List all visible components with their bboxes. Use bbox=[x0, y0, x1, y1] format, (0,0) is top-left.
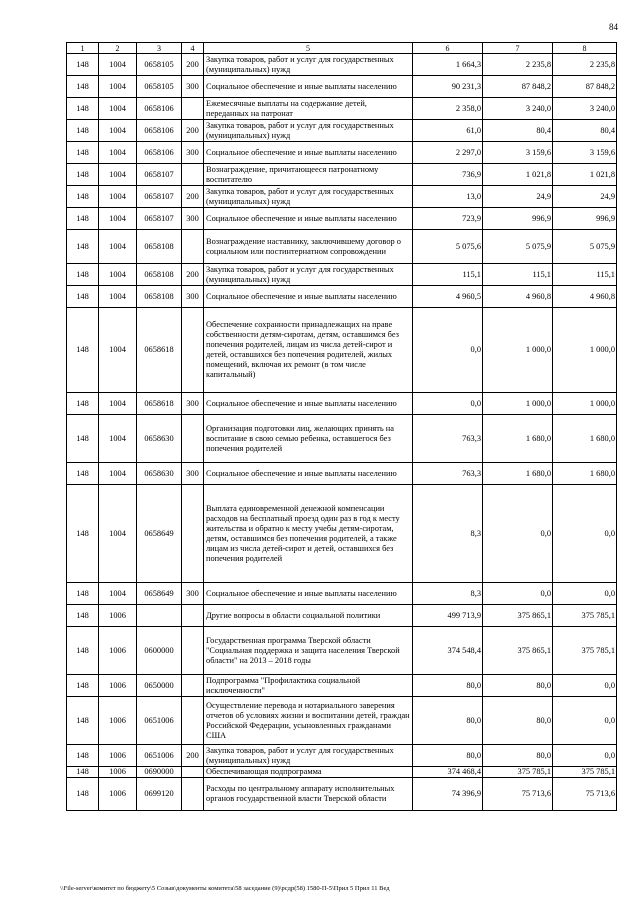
amount-col8-cell: 375 785,1 bbox=[553, 627, 617, 675]
target-article-cell: 0658105 bbox=[137, 76, 182, 98]
amount-col7-cell: 5 075,9 bbox=[483, 230, 553, 264]
amount-col8-cell: 80,4 bbox=[553, 120, 617, 142]
table-row bbox=[67, 393, 617, 415]
target-article-cell: 0658106 bbox=[137, 120, 182, 142]
target-article-cell: 0658649 bbox=[137, 583, 182, 605]
admin-code-cell: 148 bbox=[67, 485, 99, 583]
admin-code-cell: 148 bbox=[67, 605, 99, 627]
amount-col7-cell: 3 240,0 bbox=[483, 98, 553, 120]
section-code-cell: 1004 bbox=[99, 142, 137, 164]
amount-col7-cell: 87 848,2 bbox=[483, 76, 553, 98]
amount-col8-cell: 5 075,9 bbox=[553, 230, 617, 264]
amount-col6-cell: 0,0 bbox=[413, 393, 483, 415]
amount-col6-cell: 499 713,9 bbox=[413, 605, 483, 627]
expense-type-cell: 200 bbox=[182, 54, 204, 76]
amount-col6-cell: 80,0 bbox=[413, 675, 483, 697]
amount-col7-cell: 80,0 bbox=[483, 675, 553, 697]
admin-code-cell: 148 bbox=[67, 463, 99, 485]
table-row bbox=[67, 54, 617, 76]
table-row bbox=[67, 120, 617, 142]
column-header: 5 bbox=[204, 43, 413, 54]
amount-col7-cell: 0,0 bbox=[483, 485, 553, 583]
target-article-cell: 0651006 bbox=[137, 697, 182, 745]
admin-code-cell: 148 bbox=[67, 393, 99, 415]
amount-col8-cell: 375 785,1 bbox=[553, 605, 617, 627]
description-cell: Государственная программа Тверской области "Социальная поддержка и защита населения Тверской области" на 2013 – 2018 годы bbox=[204, 627, 413, 675]
description-cell: Закупка товаров, работ и услуг для государственных (муниципальных) нужд bbox=[204, 264, 413, 286]
section-code-cell: 1004 bbox=[99, 393, 137, 415]
target-article-cell: 0658107 bbox=[137, 208, 182, 230]
amount-col6-cell: 115,1 bbox=[413, 264, 483, 286]
description-cell: Закупка товаров, работ и услуг для государственных (муниципальных) нужд bbox=[204, 745, 413, 767]
amount-col7-cell: 375 865,1 bbox=[483, 627, 553, 675]
section-code-cell: 1004 bbox=[99, 485, 137, 583]
target-article-cell: 0658618 bbox=[137, 393, 182, 415]
expense-type-cell bbox=[182, 485, 204, 583]
section-code-cell: 1006 bbox=[99, 675, 137, 697]
target-article-cell bbox=[137, 605, 182, 627]
expense-type-cell: 200 bbox=[182, 120, 204, 142]
section-code-cell: 1004 bbox=[99, 164, 137, 186]
section-code-cell: 1004 bbox=[99, 264, 137, 286]
description-cell: Социальное обеспечение и иные выплаты населению bbox=[204, 463, 413, 485]
target-article-cell: 0651006 bbox=[137, 745, 182, 767]
table-row bbox=[67, 627, 617, 675]
amount-col7-cell: 1 680,0 bbox=[483, 463, 553, 485]
amount-col6-cell: 5 075,6 bbox=[413, 230, 483, 264]
amount-col6-cell: 0,0 bbox=[413, 308, 483, 393]
amount-col8-cell: 0,0 bbox=[553, 745, 617, 767]
table-row bbox=[67, 308, 617, 393]
admin-code-cell: 148 bbox=[67, 186, 99, 208]
amount-col8-cell: 2 235,8 bbox=[553, 54, 617, 76]
target-article-cell: 0658105 bbox=[137, 54, 182, 76]
expense-type-cell bbox=[182, 697, 204, 745]
amount-col8-cell: 115,1 bbox=[553, 264, 617, 286]
column-header: 4 bbox=[182, 43, 204, 54]
description-cell: Закупка товаров, работ и услуг для государственных (муниципальных) нужд bbox=[204, 120, 413, 142]
expense-type-cell: 300 bbox=[182, 286, 204, 308]
table-row bbox=[67, 286, 617, 308]
description-cell: Социальное обеспечение и иные выплаты населению bbox=[204, 76, 413, 98]
expense-type-cell: 300 bbox=[182, 76, 204, 98]
column-header: 6 bbox=[413, 43, 483, 54]
description-cell: Закупка товаров, работ и услуг для государственных (муниципальных) нужд bbox=[204, 186, 413, 208]
expense-type-cell: 300 bbox=[182, 208, 204, 230]
table-row bbox=[67, 98, 617, 120]
amount-col6-cell: 13,0 bbox=[413, 186, 483, 208]
admin-code-cell: 148 bbox=[67, 120, 99, 142]
section-code-cell: 1004 bbox=[99, 230, 137, 264]
amount-col8-cell: 0,0 bbox=[553, 583, 617, 605]
amount-col8-cell: 0,0 bbox=[553, 675, 617, 697]
expense-type-cell bbox=[182, 308, 204, 393]
admin-code-cell: 148 bbox=[67, 415, 99, 463]
target-article-cell: 0658106 bbox=[137, 98, 182, 120]
table-row bbox=[67, 186, 617, 208]
expense-type-cell bbox=[182, 778, 204, 811]
amount-col6-cell: 90 231,3 bbox=[413, 76, 483, 98]
admin-code-cell: 148 bbox=[67, 54, 99, 76]
description-cell: Социальное обеспечение и иные выплаты населению bbox=[204, 286, 413, 308]
amount-col8-cell: 996,9 bbox=[553, 208, 617, 230]
amount-col8-cell: 75 713,6 bbox=[553, 778, 617, 811]
amount-col7-cell: 24,9 bbox=[483, 186, 553, 208]
amount-col7-cell: 0,0 bbox=[483, 583, 553, 605]
section-code-cell: 1006 bbox=[99, 697, 137, 745]
description-cell: Закупка товаров, работ и услуг для государственных (муниципальных) нужд bbox=[204, 54, 413, 76]
admin-code-cell: 148 bbox=[67, 745, 99, 767]
admin-code-cell: 148 bbox=[67, 778, 99, 811]
amount-col8-cell: 0,0 bbox=[553, 697, 617, 745]
amount-col6-cell: 61,0 bbox=[413, 120, 483, 142]
amount-col8-cell: 24,9 bbox=[553, 186, 617, 208]
table-row bbox=[67, 76, 617, 98]
amount-col6-cell: 74 396,9 bbox=[413, 778, 483, 811]
header-row bbox=[67, 43, 617, 54]
column-header: 3 bbox=[137, 43, 182, 54]
target-article-cell: 0658630 bbox=[137, 463, 182, 485]
amount-col7-cell: 3 159,6 bbox=[483, 142, 553, 164]
section-code-cell: 1004 bbox=[99, 208, 137, 230]
target-article-cell: 0658107 bbox=[137, 164, 182, 186]
section-code-cell: 1004 bbox=[99, 120, 137, 142]
amount-col6-cell: 736,9 bbox=[413, 164, 483, 186]
target-article-cell: 0658107 bbox=[137, 186, 182, 208]
section-code-cell: 1004 bbox=[99, 98, 137, 120]
amount-col6-cell: 763,3 bbox=[413, 463, 483, 485]
target-article-cell: 0690000 bbox=[137, 767, 182, 778]
table-row bbox=[67, 463, 617, 485]
amount-col7-cell: 1 680,0 bbox=[483, 415, 553, 463]
expense-type-cell bbox=[182, 230, 204, 264]
amount-col8-cell: 1 000,0 bbox=[553, 308, 617, 393]
target-article-cell: 0658649 bbox=[137, 485, 182, 583]
section-code-cell: 1004 bbox=[99, 54, 137, 76]
admin-code-cell: 148 bbox=[67, 627, 99, 675]
target-article-cell: 0699120 bbox=[137, 778, 182, 811]
amount-col7-cell: 75 713,6 bbox=[483, 778, 553, 811]
description-cell: Расходы по центральному аппарату исполнительных органов государственной власти Тверской области bbox=[204, 778, 413, 811]
admin-code-cell: 148 bbox=[67, 675, 99, 697]
expense-type-cell: 300 bbox=[182, 463, 204, 485]
amount-col8-cell: 1 000,0 bbox=[553, 393, 617, 415]
table-row bbox=[67, 142, 617, 164]
expense-type-cell bbox=[182, 627, 204, 675]
amount-col6-cell: 1 664,3 bbox=[413, 54, 483, 76]
description-cell: Социальное обеспечение и иные выплаты населению bbox=[204, 142, 413, 164]
amount-col7-cell: 80,4 bbox=[483, 120, 553, 142]
budget-table bbox=[66, 42, 617, 811]
section-code-cell: 1004 bbox=[99, 286, 137, 308]
expense-type-cell bbox=[182, 675, 204, 697]
amount-col6-cell: 80,0 bbox=[413, 697, 483, 745]
section-code-cell: 1006 bbox=[99, 627, 137, 675]
amount-col6-cell: 723,9 bbox=[413, 208, 483, 230]
table-row bbox=[67, 415, 617, 463]
description-cell: Выплата единовременной денежной компенсации расходов на бесплатный проезд один раз в год к месту жительства и обратно к месту учебы детям-сиротам, детям, оставшимся без попечения родителей, а также лицам из числа детей-сирот и детей, оставшихся без попечения родителей bbox=[204, 485, 413, 583]
description-cell: Социальное обеспечение и иные выплаты населению bbox=[204, 583, 413, 605]
admin-code-cell: 148 bbox=[67, 308, 99, 393]
expense-type-cell: 200 bbox=[182, 186, 204, 208]
description-cell: Обеспечение сохранности принадлежащих на праве собственности детям-сиротам, детям, оставшимся без попечения родителей, лицам из числа детей-сирот и детей, оставшихся без попечения родителей, жилых помещений, включая их ремонт (в том числе капитальный) bbox=[204, 308, 413, 393]
amount-col8-cell: 87 848,2 bbox=[553, 76, 617, 98]
amount-col6-cell: 374 468,4 bbox=[413, 767, 483, 778]
amount-col7-cell: 1 000,0 bbox=[483, 393, 553, 415]
amount-col7-cell: 375 865,1 bbox=[483, 605, 553, 627]
amount-col6-cell: 763,3 bbox=[413, 415, 483, 463]
amount-col7-cell: 80,0 bbox=[483, 697, 553, 745]
section-code-cell: 1006 bbox=[99, 745, 137, 767]
admin-code-cell: 148 bbox=[67, 264, 99, 286]
expense-type-cell: 300 bbox=[182, 393, 204, 415]
amount-col8-cell: 0,0 bbox=[553, 485, 617, 583]
table-row bbox=[67, 675, 617, 697]
admin-code-cell: 148 bbox=[67, 767, 99, 778]
amount-col6-cell: 4 960,5 bbox=[413, 286, 483, 308]
admin-code-cell: 148 bbox=[67, 583, 99, 605]
column-header: 8 bbox=[553, 43, 617, 54]
description-cell: Обеспечивающая подпрограмма bbox=[204, 767, 413, 778]
target-article-cell: 0658618 bbox=[137, 308, 182, 393]
description-cell: Вознаграждение, причитающееся патронатному воспитателю bbox=[204, 164, 413, 186]
target-article-cell: 0600000 bbox=[137, 627, 182, 675]
amount-col7-cell: 996,9 bbox=[483, 208, 553, 230]
amount-col6-cell: 374 548,4 bbox=[413, 627, 483, 675]
target-article-cell: 0658108 bbox=[137, 264, 182, 286]
expense-type-cell bbox=[182, 164, 204, 186]
section-code-cell: 1004 bbox=[99, 415, 137, 463]
section-code-cell: 1004 bbox=[99, 583, 137, 605]
description-cell: Осуществление перевода и нотариального заверения отчетов об условиях жизни и воспитании детей, граждан Российской Федерации, усыновленных гражданами США bbox=[204, 697, 413, 745]
amount-col7-cell: 1 021,8 bbox=[483, 164, 553, 186]
admin-code-cell: 148 bbox=[67, 76, 99, 98]
amount-col6-cell: 2 358,0 bbox=[413, 98, 483, 120]
description-cell: Другие вопросы в области социальной политики bbox=[204, 605, 413, 627]
table-row bbox=[67, 778, 617, 811]
expense-type-cell: 300 bbox=[182, 583, 204, 605]
description-cell: Подпрограмма "Профилактика социальной исключенности" bbox=[204, 675, 413, 697]
amount-col7-cell: 4 960,8 bbox=[483, 286, 553, 308]
amount-col8-cell: 3 159,6 bbox=[553, 142, 617, 164]
section-code-cell: 1004 bbox=[99, 463, 137, 485]
section-code-cell: 1004 bbox=[99, 308, 137, 393]
description-cell: Социальное обеспечение и иные выплаты населению bbox=[204, 393, 413, 415]
expense-type-cell: 200 bbox=[182, 745, 204, 767]
amount-col7-cell: 375 785,1 bbox=[483, 767, 553, 778]
target-article-cell: 0658108 bbox=[137, 230, 182, 264]
description-cell: Социальное обеспечение и иные выплаты населению bbox=[204, 208, 413, 230]
description-cell: Ежемесячные выплаты на содержание детей, переданных на патронат bbox=[204, 98, 413, 120]
amount-col7-cell: 1 000,0 bbox=[483, 308, 553, 393]
section-code-cell: 1004 bbox=[99, 186, 137, 208]
amount-col8-cell: 1 680,0 bbox=[553, 415, 617, 463]
file-path-footer: \\File-server\комитет по бюджету\5 Созыв\документы комитета\58 заседание (9)\рсдр(58) 1580-П-5\Прил 5 Прил 11 Вед bbox=[60, 885, 390, 892]
table-row bbox=[67, 208, 617, 230]
admin-code-cell: 148 bbox=[67, 286, 99, 308]
table-row bbox=[67, 697, 617, 745]
table-row bbox=[67, 264, 617, 286]
target-article-cell: 0658106 bbox=[137, 142, 182, 164]
admin-code-cell: 148 bbox=[67, 208, 99, 230]
amount-col6-cell: 8,3 bbox=[413, 485, 483, 583]
admin-code-cell: 148 bbox=[67, 164, 99, 186]
amount-col7-cell: 115,1 bbox=[483, 264, 553, 286]
table-row bbox=[67, 767, 617, 778]
column-header: 2 bbox=[99, 43, 137, 54]
admin-code-cell: 148 bbox=[67, 142, 99, 164]
amount-col8-cell: 1 680,0 bbox=[553, 463, 617, 485]
expense-type-cell bbox=[182, 415, 204, 463]
column-header: 7 bbox=[483, 43, 553, 54]
amount-col6-cell: 80,0 bbox=[413, 745, 483, 767]
amount-col8-cell: 3 240,0 bbox=[553, 98, 617, 120]
admin-code-cell: 148 bbox=[67, 98, 99, 120]
section-code-cell: 1006 bbox=[99, 767, 137, 778]
amount-col8-cell: 1 021,8 bbox=[553, 164, 617, 186]
expense-type-cell bbox=[182, 98, 204, 120]
admin-code-cell: 148 bbox=[67, 697, 99, 745]
column-header: 1 bbox=[67, 43, 99, 54]
table-row bbox=[67, 745, 617, 767]
expense-type-cell: 200 bbox=[182, 264, 204, 286]
page-number: 84 bbox=[609, 22, 618, 32]
table-row bbox=[67, 605, 617, 627]
expense-type-cell bbox=[182, 767, 204, 778]
section-code-cell: 1004 bbox=[99, 76, 137, 98]
amount-col8-cell: 4 960,8 bbox=[553, 286, 617, 308]
expense-type-cell bbox=[182, 605, 204, 627]
expense-type-cell: 300 bbox=[182, 142, 204, 164]
table-row bbox=[67, 583, 617, 605]
amount-col7-cell: 2 235,8 bbox=[483, 54, 553, 76]
section-code-cell: 1006 bbox=[99, 605, 137, 627]
target-article-cell: 0658630 bbox=[137, 415, 182, 463]
target-article-cell: 0658108 bbox=[137, 286, 182, 308]
section-code-cell: 1006 bbox=[99, 778, 137, 811]
amount-col6-cell: 2 297,0 bbox=[413, 142, 483, 164]
description-cell: Вознаграждение наставнику, заключившему договор о социальном или постинтернатном сопровождении bbox=[204, 230, 413, 264]
admin-code-cell: 148 bbox=[67, 230, 99, 264]
description-cell: Организация подготовки лиц, желающих принять на воспитание в свою семью ребенка, оставшегося без попечения родителей bbox=[204, 415, 413, 463]
target-article-cell: 0650000 bbox=[137, 675, 182, 697]
amount-col8-cell: 375 785,1 bbox=[553, 767, 617, 778]
amount-col7-cell: 80,0 bbox=[483, 745, 553, 767]
amount-col6-cell: 8,3 bbox=[413, 583, 483, 605]
table-row bbox=[67, 485, 617, 583]
table-row bbox=[67, 164, 617, 186]
table-row bbox=[67, 230, 617, 264]
